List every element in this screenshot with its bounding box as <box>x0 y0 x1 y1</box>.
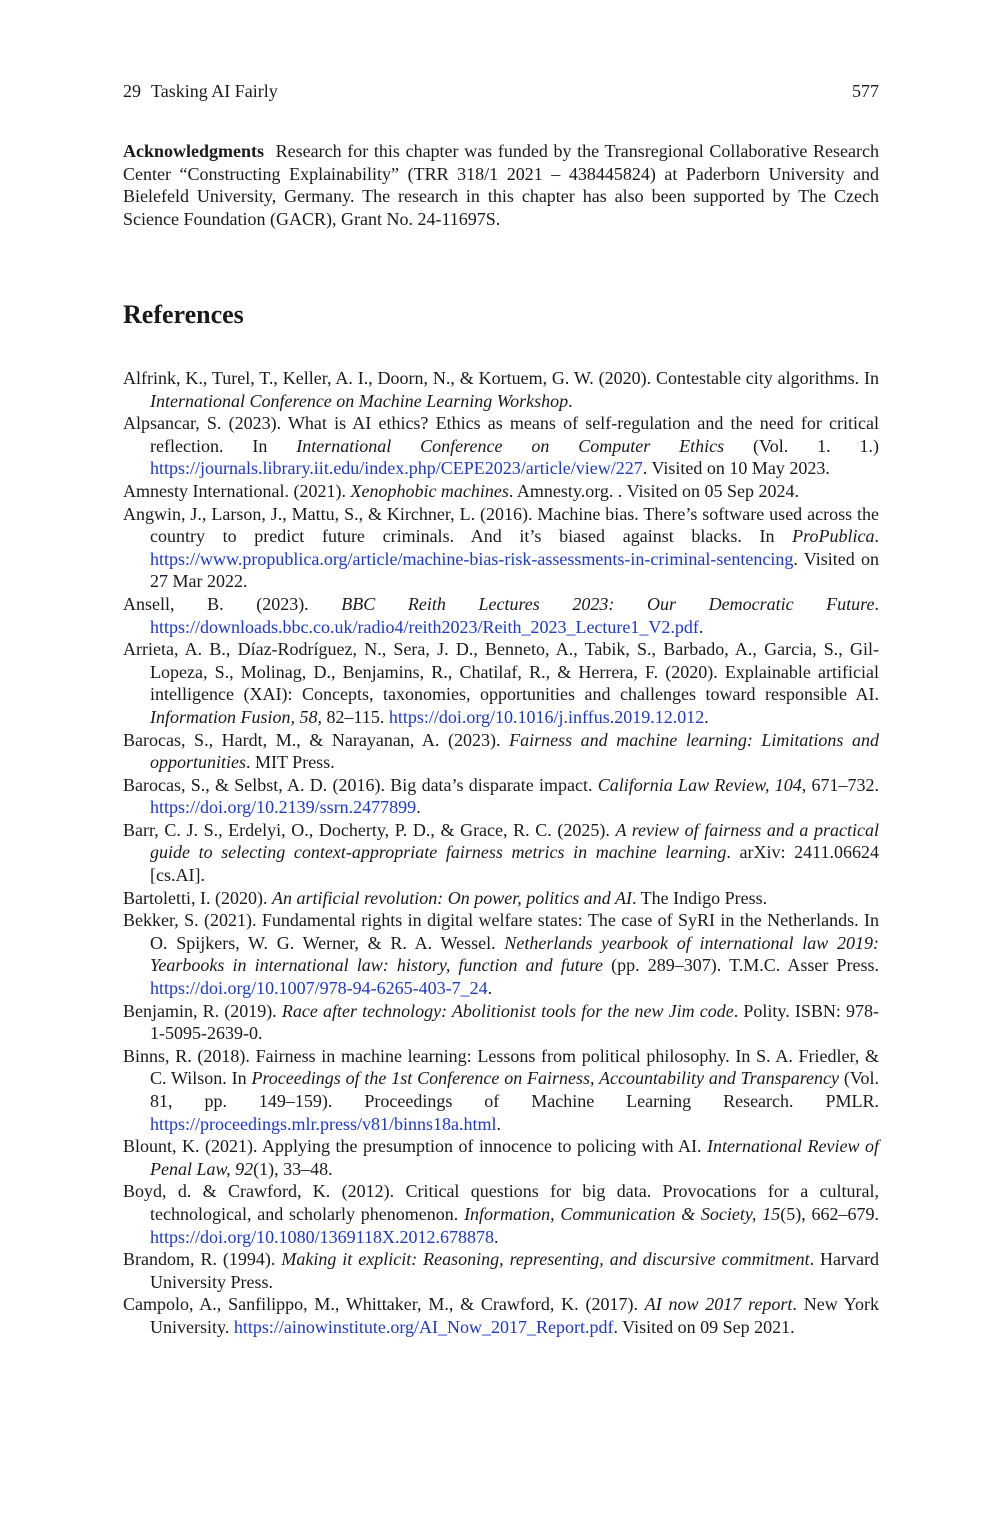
reference-item <box>123 1135 879 1180</box>
reference-title: A review of fairness and a practical guide to selecting context-appropriate fairness metrics in machine learning <box>150 819 880 863</box>
reference-text: . Visited on 10 May 2023. <box>642 458 830 479</box>
reference-title: International Conference on Machine Learning Workshop <box>150 390 569 411</box>
acknowledgments-text: Research for this chapter was funded by the Transregional Collaborative Research Center “Constructing Explainability” (TRR 318/1 2021 – 438445824) at Paderborn University and Bielefeld University, Germany. The research in this chapter has also been supported by The Czech Science Foundation (GACR), Grant No. 24-11697S. <box>123 141 879 229</box>
reference-text: (Vol. 1. 1.) <box>724 435 879 456</box>
reference-item <box>123 1248 879 1293</box>
reference-text: . <box>874 526 879 547</box>
reference-title: Race after technology: Abolitionist tools for the new Jim code <box>281 1000 734 1021</box>
reference-title: Proceedings of the 1st Conference on Fairness, Accountability and Transparency <box>251 1068 839 1089</box>
reference-text: . <box>487 978 493 999</box>
reference-list <box>123 367 879 1339</box>
reference-item <box>123 1000 879 1045</box>
reference-text: . The Indigo Press. <box>631 887 768 908</box>
references-heading: References <box>123 300 244 329</box>
reference-title: An artificial revolution: On power, politics and AI <box>271 887 632 908</box>
acknowledgments <box>123 140 879 230</box>
reference-item <box>123 1180 879 1248</box>
reference-text: Bekker, S. (2021). Fundamental rights in digital welfare states: The case of SyRI in the Netherlands. In O. Spijkers, W. G. Werner, & R. A. Wessel. <box>123 910 879 953</box>
reference-text: , 82–115. <box>317 706 389 727</box>
reference-link[interactable]: https://doi.org/10.1016/j.inffus.2019.12.012 <box>388 706 705 727</box>
reference-text: , 671–732. <box>801 774 879 795</box>
reference-text: . MIT Press. <box>246 752 335 773</box>
reference-text: (Vol. 81, pp. 149–159). Proceedings of Machine Learning Research. PMLR. <box>150 1068 880 1111</box>
reference-item <box>123 638 879 728</box>
reference-title: International Conference on Computer Ethics <box>296 435 725 456</box>
reference-text: . <box>704 706 709 727</box>
reference-link[interactable]: https://proceedings.mlr.press/v81/binns18a.html <box>150 1113 497 1134</box>
page-number: 577 <box>852 81 879 101</box>
reference-item <box>123 819 879 887</box>
reference-text: (5), 662–679. <box>780 1203 879 1224</box>
reference-text: Binns, R. (2018). Fairness in machine learning: Lessons from political philosophy. In S. A. Friedler, & C. Wilson. In <box>123 1045 879 1089</box>
reference-item <box>123 480 879 503</box>
reference-text: . <box>698 616 704 637</box>
reference-text: (pp. 289–307). T.M.C. Asser Press. <box>603 955 879 976</box>
running-head <box>123 79 879 103</box>
reference-link[interactable]: https://journals.library.iit.edu/index.php/CEPE2023/article/view/227 <box>150 458 643 479</box>
reference-item <box>123 909 879 999</box>
reference-text: . <box>874 593 879 614</box>
reference-text: . <box>494 1226 499 1247</box>
reference-text: (1), 33–48. <box>253 1158 333 1179</box>
reference-text: . <box>416 797 421 818</box>
reference-title: California Law Review, 104 <box>597 774 802 795</box>
reference-text: Blount, K. (2021). Applying the presumption of innocence to policing with AI. <box>123 1136 708 1157</box>
reference-title: Information, Communication & Society, 15 <box>464 1203 781 1224</box>
chapter-number: 29 <box>123 81 141 101</box>
reference-title: BBC Reith Lectures 2023: Our Democratic Future <box>341 593 875 614</box>
reference-text: . arXiv: 2411.06624 [cs.AI]. <box>150 842 879 886</box>
reference-title: Xenophobic machines <box>350 480 509 501</box>
reference-title: Netherlands yearbook of international law 2019: Yearbooks in international law: history, function and future <box>150 932 879 976</box>
chapter-title: Tasking AI Fairly <box>151 81 278 101</box>
acknowledgments-heading: Acknowledgments <box>123 141 265 161</box>
reference-text: Benjamin, R. (2019). <box>123 1000 282 1021</box>
reference-text: Boyd, d. & Crawford, K. (2012). Critical questions for big data. Provocations for a cultural, technological, and scholarly phenomenon. <box>123 1181 879 1224</box>
reference-item <box>123 1045 879 1135</box>
reference-link[interactable]: https://doi.org/10.1080/1369118X.2012.678878 <box>150 1226 495 1247</box>
reference-text: Angwin, J., Larson, J., Mattu, S., & Kirchner, L. (2016). Machine bias. There’s software used across the country to predict future criminals. And it’s biased against blacks. In <box>123 503 879 547</box>
reference-text: Bartoletti, I. (2020). <box>123 887 272 908</box>
reference-link[interactable]: https://downloads.bbc.co.uk/radio4/reith2023/Reith_2023_Lecture1_V2.pdf <box>150 616 699 637</box>
reference-title: Making it explicit: Reasoning, representing, and discursive commitment <box>281 1249 810 1270</box>
reference-item <box>123 729 879 774</box>
reference-text: . Visited on 09 Sep 2021. <box>613 1316 795 1337</box>
reference-text: Ansell, B. (2023). <box>123 593 342 614</box>
reference-text: . <box>568 390 573 411</box>
reference-title: International Review of Penal Law, 92 <box>150 1136 879 1179</box>
reference-text: Brandom, R. (1994). <box>123 1249 282 1270</box>
reference-text: . Amnesty.org. . Visited on 05 Sep 2024. <box>508 480 800 501</box>
reference-text: . <box>496 1113 501 1134</box>
reference-link[interactable]: https://doi.org/10.1007/978-94-6265-403-7_24 <box>150 978 488 999</box>
reference-title: Fairness and machine learning: Limitations and opportunities <box>150 729 879 773</box>
reference-text: Amnesty International. (2021). <box>123 480 351 501</box>
reference-text: . Visited on 27 Mar 2022. <box>150 548 879 592</box>
reference-text: Barr, C. J. S., Erdelyi, O., Docherty, P. D., & Grace, R. C. (2025). <box>123 819 616 840</box>
reference-link[interactable]: https://doi.org/10.2139/ssrn.2477899 <box>150 797 417 818</box>
reference-item <box>123 774 879 819</box>
reference-text: . Harvard University Press. <box>150 1249 879 1292</box>
reference-text: Alfrink, K., Turel, T., Keller, A. I., Doorn, N., & Kortuem, G. W. (2020). Contestable city algorithms. In <box>123 368 879 388</box>
reference-text: Arrieta, A. B., Díaz-Rodríguez, N., Sera, J. D., Benneto, A., Tabik, S., Barbado, A., Garcia, S., Gil-Lopeza, S., Molinag, D., Benjamins, R., Chatilaf, R., & Herrera, F. (2020). Explainable artificial intelligence (XAI): Concepts, taxonomies, opportunities and challenges toward responsible AI. <box>123 639 879 705</box>
reference-text: Barocas, S., & Selbst, A. D. (2016). Big data’s disparate impact. <box>123 774 598 795</box>
reference-item <box>123 367 879 412</box>
reference-title: AI now 2017 report <box>644 1294 793 1315</box>
reference-link[interactable]: https://ainowinstitute.org/AI_Now_2017_Report.pdf <box>233 1316 614 1337</box>
reference-link[interactable]: https://www.propublica.org/article/machine-bias-risk-assessments-in-criminal-sentencing <box>150 548 794 569</box>
reference-text: . New York University. <box>150 1294 879 1337</box>
reference-text: . Polity. ISBN: 978-1-5095-2639-0. <box>150 1000 879 1044</box>
reference-item <box>123 503 879 593</box>
reference-title: Information Fusion, 58 <box>150 706 318 727</box>
reference-text: Alpsancar, S. (2023). What is AI ethics? Ethics as means of self-regulation and the need for critical reflection. In <box>123 413 879 456</box>
reference-item <box>123 1293 879 1338</box>
reference-item <box>123 412 879 480</box>
reference-text: Campolo, A., Sanfilippo, M., Whittaker, M., & Crawford, K. (2017). <box>123 1294 645 1315</box>
reference-item <box>123 887 879 910</box>
reference-title: ProPublica <box>792 526 875 547</box>
reference-text: Barocas, S., Hardt, M., & Narayanan, A. (2023). <box>123 729 510 750</box>
reference-item <box>123 593 879 638</box>
